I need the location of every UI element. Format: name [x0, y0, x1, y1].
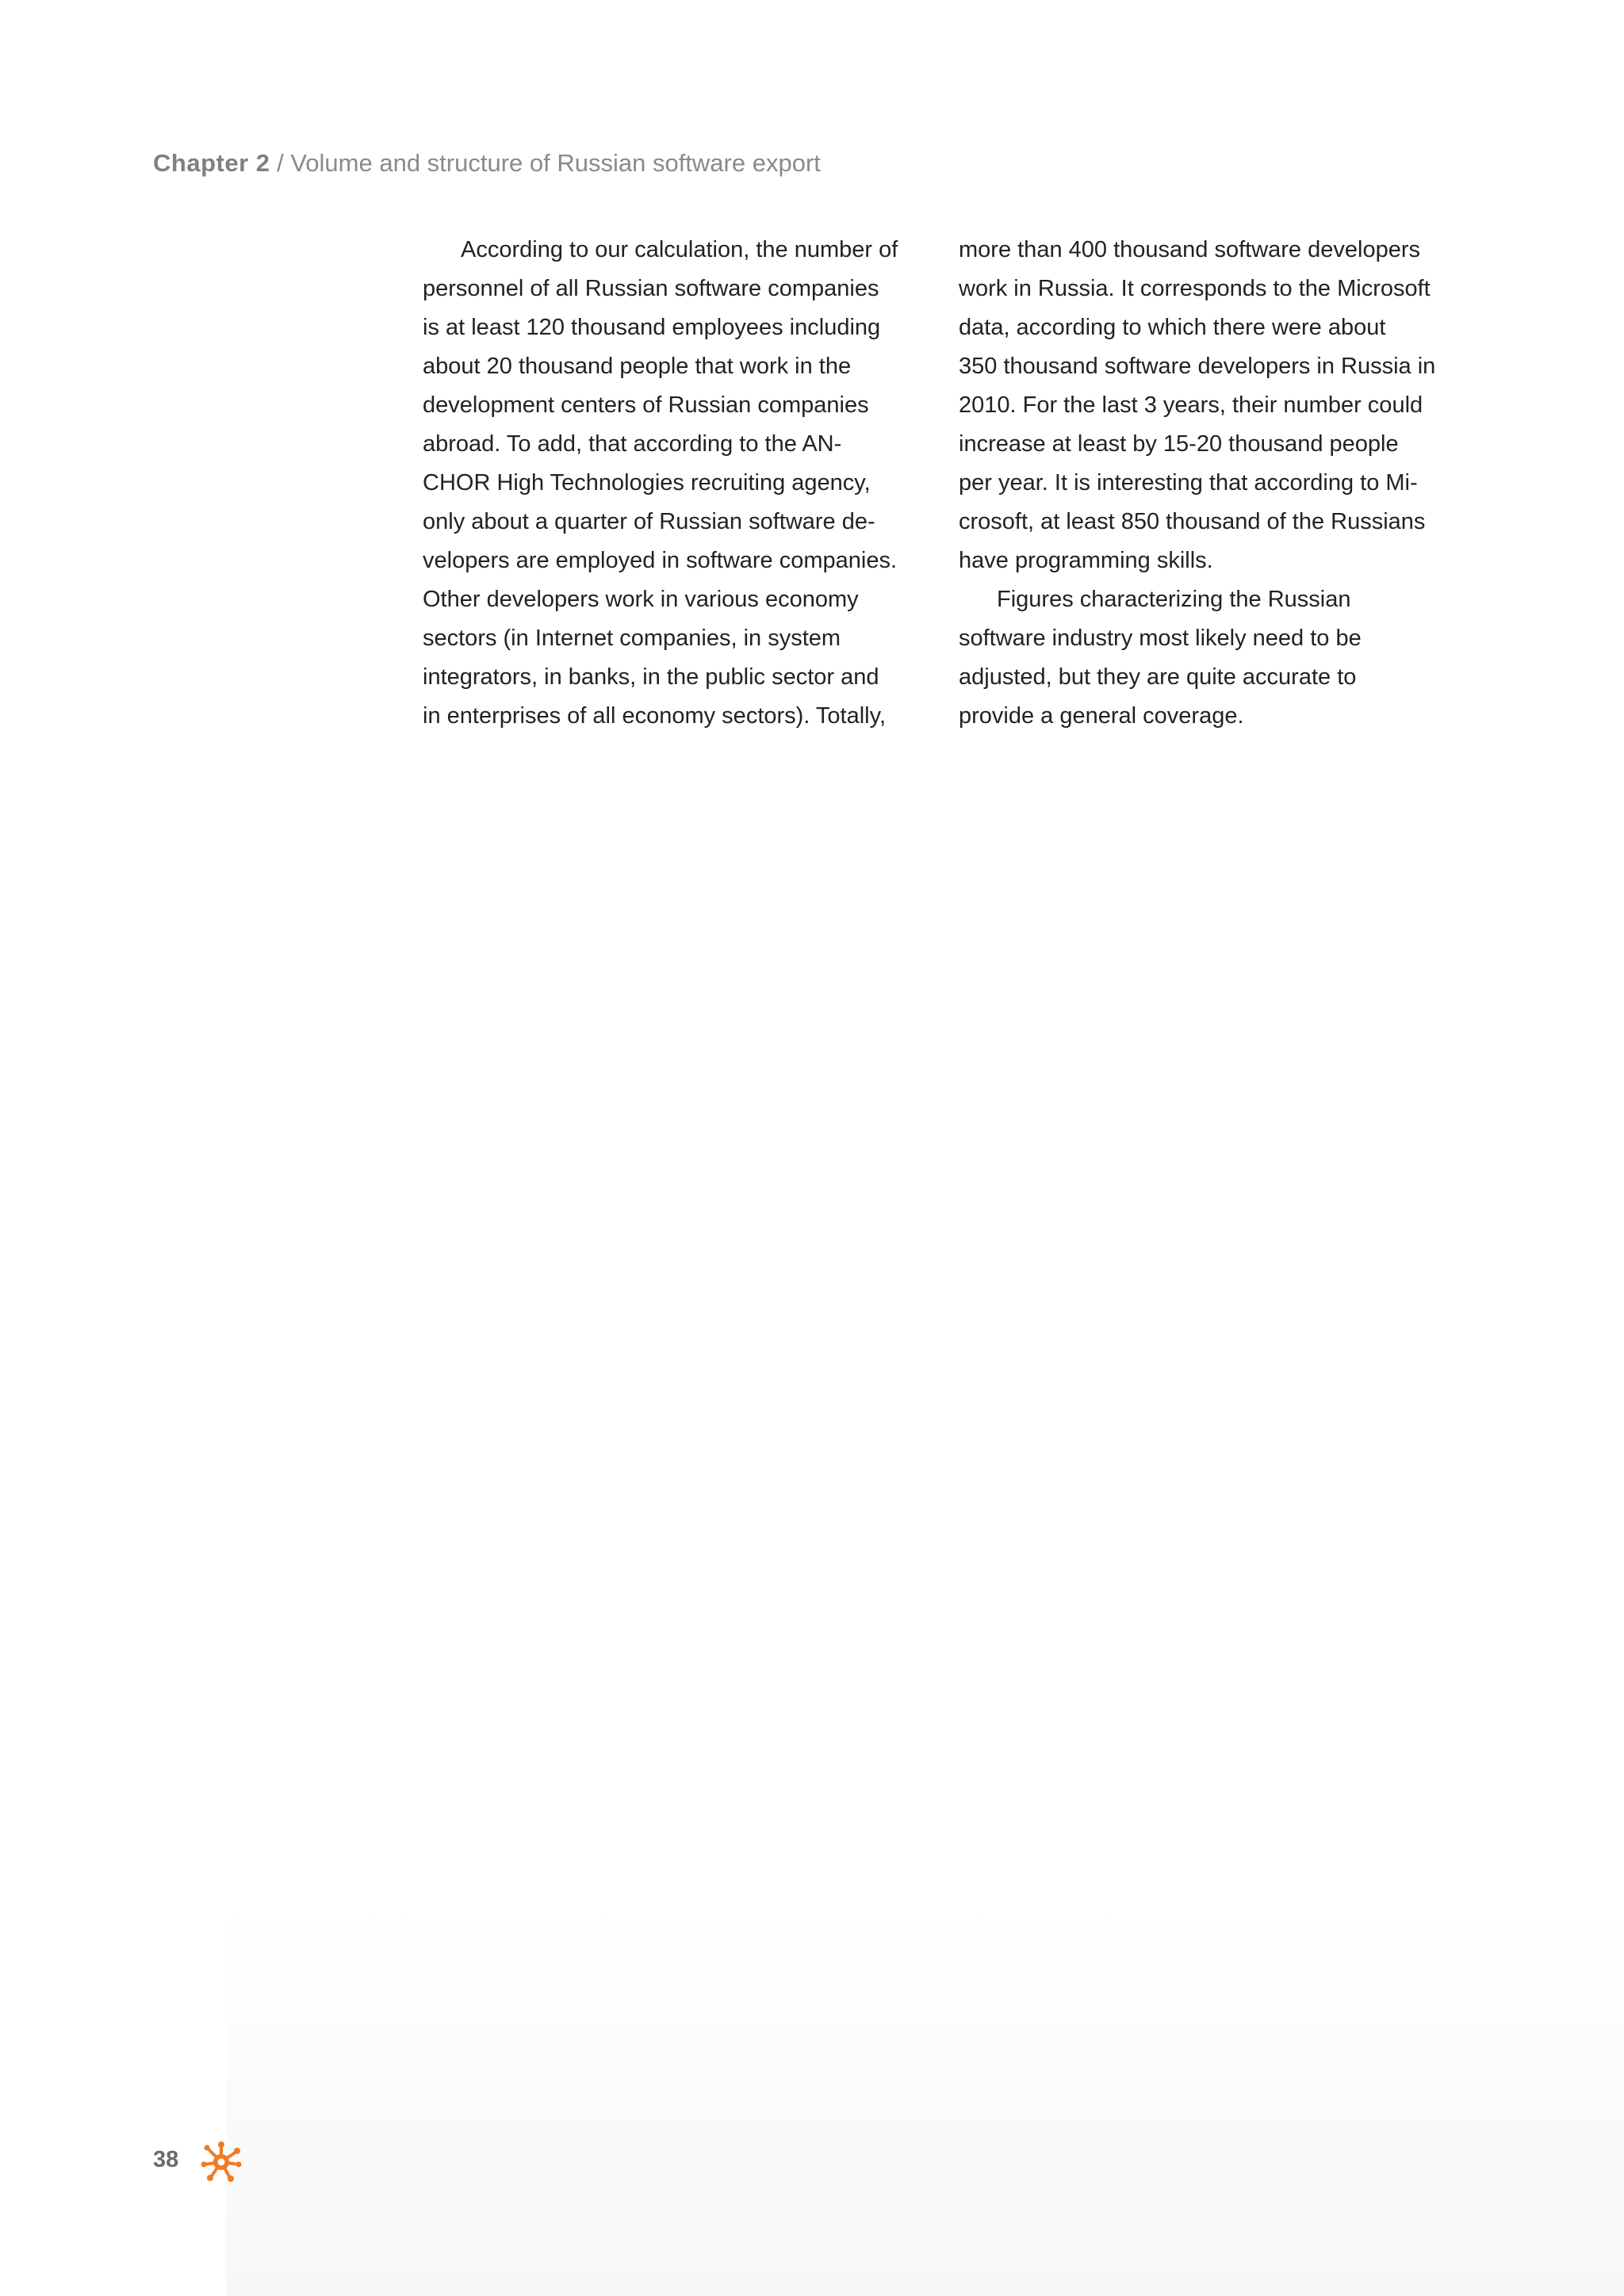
- paragraph-line: Figures characterizing the Russian: [997, 587, 1351, 612]
- paragraph-line: per year. It is interesting that according to Mi-: [959, 470, 1418, 496]
- paragraph-line: According to our calculation, the number of: [461, 237, 898, 262]
- paragraph-line: 2010. For the last 3 years, their number could: [959, 392, 1423, 418]
- paragraph-line: development centers of Russian companies: [423, 392, 869, 418]
- paragraph-line: velopers are employed in software companies.: [423, 548, 898, 573]
- paragraph-line: crosoft, at least 850 thousand of the Russians: [959, 509, 1426, 534]
- paragraph-line: 350 thousand software developers in Russia in: [959, 354, 1436, 379]
- paragraph-line: CHOR High Technologies recruiting agency,: [423, 470, 871, 496]
- paragraph-line: provide a general coverage.: [959, 703, 1244, 729]
- paragraph-line: more than 400 thousand software developers: [959, 237, 1420, 262]
- header-separator: /: [270, 149, 291, 177]
- paragraph-line: data, according to which there were about: [959, 315, 1386, 340]
- page-bottom-shade: [226, 1903, 1624, 2296]
- orange-splash-logo-icon: [200, 2141, 243, 2183]
- text-column-right: [959, 231, 1466, 736]
- paragraph-line: in enterprises of all economy sectors). Totally,: [423, 703, 887, 729]
- chapter-title: Volume and structure of Russian software export: [290, 149, 821, 177]
- paragraph-line: sectors (in Internet companies, in system: [423, 626, 841, 651]
- paragraph-line: adjusted, but they are quite accurate to: [959, 664, 1357, 690]
- running-header: [153, 147, 821, 179]
- paragraph-line: about 20 thousand people that work in the: [423, 354, 852, 379]
- paragraph-line: have programming skills.: [959, 548, 1213, 573]
- paragraph-line: increase at least by 15-20 thousand people: [959, 431, 1399, 457]
- paragraph-line: integrators, in banks, in the public sector and: [423, 664, 879, 690]
- paragraph-line: software industry most likely need to be: [959, 626, 1362, 651]
- paragraph-line: Other developers work in various economy: [423, 587, 859, 612]
- paragraph-line: personnel of all Russian software companies: [423, 276, 879, 301]
- paragraph-line: only about a quarter of Russian software de-: [423, 509, 875, 534]
- page-number: 38: [153, 2147, 179, 2172]
- paragraph-line: is at least 120 thousand employees including: [423, 315, 881, 340]
- paragraph-line: abroad. To add, that according to the AN-: [423, 431, 842, 457]
- chapter-label: Chapter 2: [153, 149, 270, 177]
- paragraph-line: work in Russia. It corresponds to the Microsoft: [959, 276, 1431, 301]
- text-column-left: [423, 231, 930, 736]
